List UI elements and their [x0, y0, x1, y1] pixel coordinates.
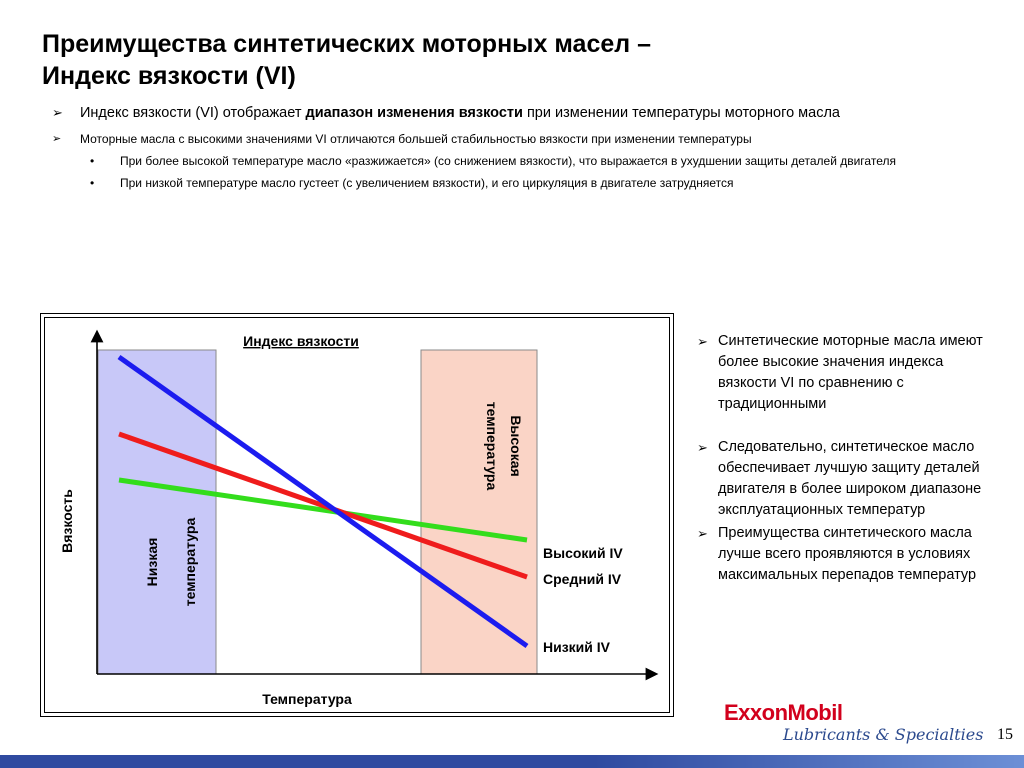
low-temperature-label-line-2: температура — [182, 517, 198, 607]
exxonmobil-logo: ExxonMobil — [724, 700, 843, 725]
high-temperature-label-line-1: Высокая — [508, 415, 524, 477]
right-bullet-2 — [697, 437, 997, 521]
bullet-2-text: Моторные масла с высокими значениями VI отличаются большей стабильностью вязкости при изменении температуры — [80, 132, 752, 146]
bottom-bar — [0, 755, 1024, 768]
dot-bullet-icon: • — [90, 176, 95, 190]
y-axis-label: Вязкость — [59, 489, 75, 553]
high-temperature-zone — [421, 350, 537, 674]
legend-mid-vi: Средний IV — [543, 571, 622, 587]
right-bullet-3-text: Преимущества синтетического масла лучше всего проявляются в условиях максимальных перепадов температур — [718, 525, 977, 583]
arrow-bullet-icon: ➢ — [52, 105, 63, 120]
high-temperature-label-line-2: температура — [484, 401, 500, 491]
sub-bullet-1-text: При более высокой температуре масло «разжижается» (со снижением вязкости), что выражается в ухудшении защиты деталей двигателя — [120, 154, 896, 168]
arrow-bullet-icon: ➢ — [697, 440, 708, 455]
x-axis-label: Температура — [262, 691, 352, 707]
bullet-1-text: Индекс вязкости (VI) отображает — [80, 105, 306, 121]
right-bullet-1-text: Синтетические моторные масла имеют более высокие значения индекса вязкости VI по сравнению с традиционными — [718, 333, 983, 412]
title-line-2: Индекс вязкости (VI) — [42, 62, 296, 90]
bullet-1-bold: диапазон изменения вязкости — [305, 105, 523, 121]
low-temperature-label-line-1: Низкая — [144, 537, 160, 587]
right-bullet-3 — [697, 523, 997, 586]
diagram-title: Индекс вязкости — [243, 333, 359, 349]
low-temperature-zone — [98, 350, 216, 674]
dot-bullet-icon: • — [90, 154, 95, 168]
arrow-bullet-icon: ➢ — [697, 526, 708, 541]
legend-high-vi: Высокий IV — [543, 545, 623, 561]
legend-low-vi: Низкий IV — [543, 639, 611, 655]
right-bullet-2-text: Следовательно, синтетическое масло обеспечивает лучшую защиту деталей двигателя в более широком диапазоне эксплуатационных температур — [718, 439, 982, 518]
right-bullet-1 — [697, 331, 997, 415]
logo-tagline: Lubricants & Specialties — [783, 725, 984, 744]
bullet-1-text-end: при изменении температуры моторного масла — [522, 105, 840, 121]
right-bullet-list — [697, 331, 997, 586]
arrow-bullet-icon: ➢ — [52, 133, 62, 145]
sub-bullet-2-text: При низкой температуре масло густеет (с увеличением вязкости), и его циркуляция в двигателе затрудняется — [120, 176, 734, 190]
title-line-1: Преимущества синтетических моторных масел – — [42, 30, 651, 58]
arrow-bullet-icon: ➢ — [697, 334, 708, 349]
page-number: 15 — [997, 726, 1013, 743]
